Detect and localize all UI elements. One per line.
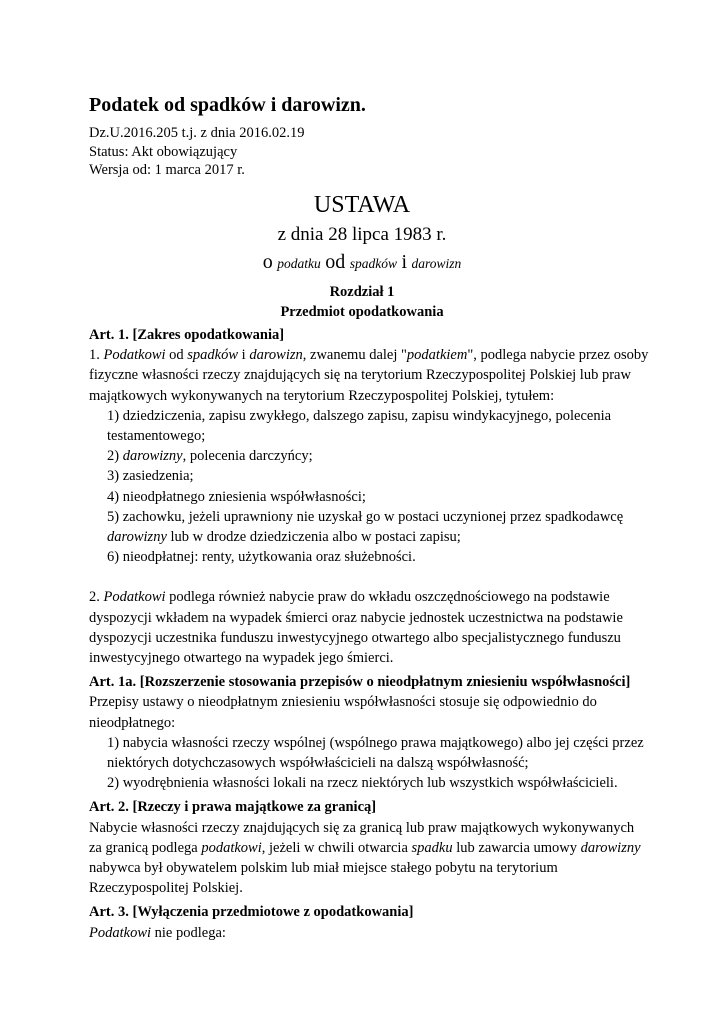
text-run: 5) zachowku, jeżeli uprawniony nie uzyskał go w postaci uczynionej przez spadkodawcę [107,508,624,525]
list-item: 6) nieodpłatnej: renty, użytkowania oraz służebności. [107,549,416,566]
journal-reference: Dz.U.2016.205 t.j. z dnia 2016.02.19 [89,125,305,141]
list-item: 1) dziedziczenia, zapisu zwykłego, dalszego zapisu, zapisu windykacyjnego, polecenia testamentowego; [107,407,612,445]
italic-term: Podatkowi [89,924,152,941]
italic-term: podatkowi [201,839,262,856]
text-run: 2. [89,589,104,606]
paragraph-gap [89,567,649,587]
subject-word: darowizn [411,256,462,271]
italic-term: darowizny [122,448,183,465]
document-body [89,325,649,943]
act-date: z dnia 28 lipca 1983 r. [277,224,447,245]
subject-word: spadków [349,256,397,271]
text-run: , zwanemu dalej " [302,347,407,364]
document-metadata [89,124,304,180]
act-subject [0,250,724,276]
italic-term: Podatkowi [103,589,166,606]
text-run: ", podlega nabycie przez osoby fizyczne własności rzeczy znajdujących się na terytorium Rzeczypospolitej Polskiej lub praw majątkowych wykonywanych na terytorium Rzeczypospolitej Polskiej, tytułem: [89,347,649,404]
italic-term: darowizny [580,839,641,856]
italic-term: darowizn [249,347,303,364]
text-run: lub zawarcia umowy [452,839,581,856]
article-3-text [89,923,649,943]
list-item: 1) nabycia własności rzeczy wspólnej (wspólnego prawa majątkowego) albo jej części przez niektórych dotychczasowych współwłaścicieli na dalszą współwłasność; [107,734,644,772]
text-run: nabywca był obywatelem polskim lub miał miejsce stałego pobytu na terytorium Rzeczypospolitej Polskiej. [89,860,558,897]
subject-word: i [401,251,408,273]
italic-term: spadku [411,839,453,856]
act-status: Status: Akt obowiązujący [89,143,238,160]
text-run: lub w drodze dziedziczenia albo w postaci zapisu; [166,529,461,546]
article-1-list [89,406,649,568]
text-run: nie podlega: [151,924,226,941]
chapter-number: Rozdział 1 [329,284,395,300]
text-run: od [165,347,188,364]
article-1-heading: Art. 1. [Zakres opodatkowania] [89,327,285,343]
text-run: 2) [107,448,123,465]
article-1a-list [89,733,649,794]
text-run: , jeżeli w chwili otwarcia [261,839,412,856]
subject-word: od [325,251,346,273]
list-item [107,507,649,547]
article-1a-heading: Art. 1a. [Rozszerzenie stosowania przepisów o nieodpłatnym zniesieniu współwłasności] [89,674,631,691]
chapter-name: Przedmiot opodatkowania [280,304,444,320]
subject-word: podatku [277,256,321,271]
italic-term: darowizny [107,529,167,546]
list-item: 3) zasiedzenia; [107,468,194,485]
text-run: i [238,347,250,364]
text-run: podlega również nabycie praw do wkładu oszczędnościowego na podstawie dyspozycji wkładem na wypadek śmierci oraz nabycie jednostek uczestnictwa na podstawie dyspozycji uczestnika funduszu inwestycyjnego otwartego albo specjalistycznego funduszu inwestycyjnego otwartego na wypadek jego śmierci. [89,589,623,667]
text-run: 1. [89,347,104,364]
list-item: 2) wyodrębnienia własności lokali na rzecz niektórych lub wszystkich współwłaścicieli. [107,775,618,792]
italic-term: Podatkowi [103,347,166,364]
article-1a-intro: Przepisy ustawy o nieodpłatnym zniesieniu współwłasności stosuje się odpowiednio do nieodpłatnego: [89,694,597,731]
text-run: , polecenia darczyńcy; [182,448,313,465]
list-item [107,446,649,466]
article-1-paragraph-1 [89,345,649,406]
subject-word: o [262,251,273,273]
act-type-heading: USTAWA [313,192,411,218]
italic-term: spadków [187,347,239,364]
article-3-heading: Art. 3. [Wyłączenia przedmiotowe z opodatkowania] [89,904,414,921]
list-item: 4) nieodpłatnego zniesienia współwłasności; [107,488,366,505]
article-1-paragraph-2 [89,587,649,668]
article-2-heading: Art. 2. [Rzeczy i prawa majątkowe za granicą] [89,799,377,816]
version-date: Wersja od: 1 marca 2017 r. [89,162,245,178]
document-title: Podatek od spadków i darowizn. [89,94,366,116]
text-run: Nabycie własności rzeczy znajdujących się za granicą lub praw majątkowych wykonywanych za granicą podlega [89,819,635,856]
article-2-text [89,818,649,899]
italic-term: podatkiem [406,347,468,364]
